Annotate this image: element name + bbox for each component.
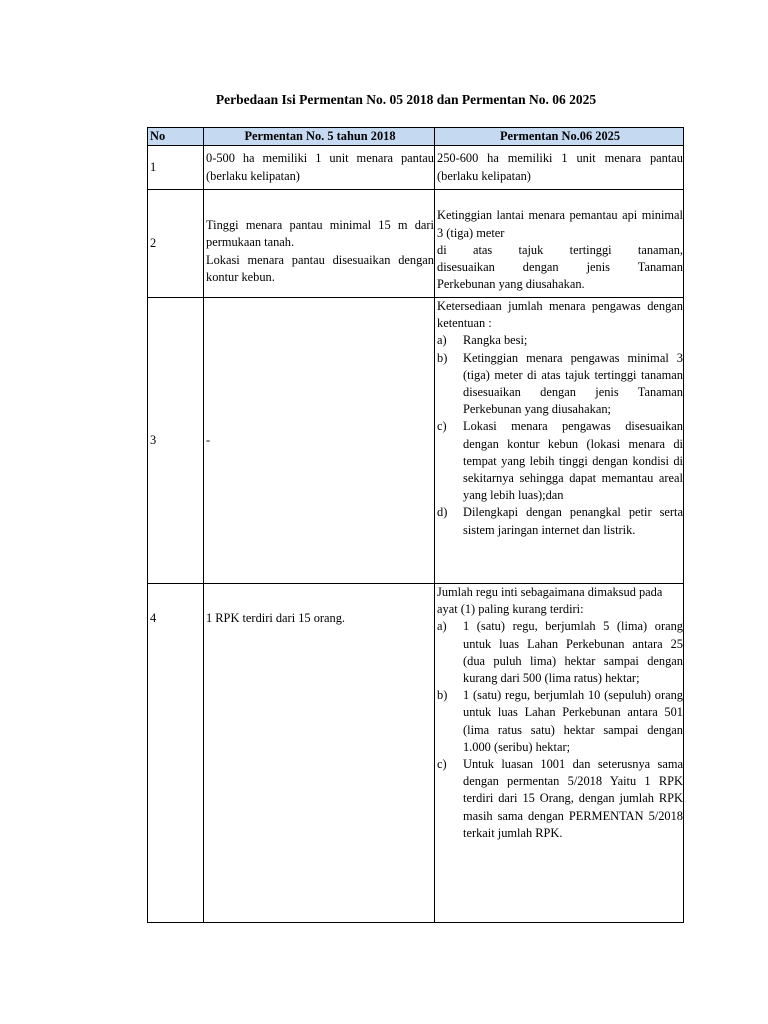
- list-text: Dilengkapi dengan penangkal petir serta sistem jaringan internet dan listrik.: [463, 505, 683, 537]
- cell-text: Tinggi menara pantau minimal 15 m dari permukaan tanah.: [206, 218, 434, 250]
- list-marker: c): [437, 419, 447, 434]
- list-item: [437, 332, 683, 349]
- header-permentan-2018: Permentan No. 5 tahun 2018: [204, 128, 435, 146]
- cell-text: Ketinggian lantai menara pemantau api minimal 3 (tiga) meter: [437, 208, 683, 240]
- cell-text: 250-600 ha memiliki 1 unit menara pantau (berlaku kelipatan): [437, 151, 683, 183]
- list-text: 1 (satu) regu, berjumlah 5 (lima) orang untuk luas Lahan Perkebunan antara 25 (dua puluh lima) hektar sampai dengan kurang dari 500 (lima ratus) hektar;: [463, 619, 683, 686]
- table-row: [148, 584, 684, 923]
- cell-text: Perkebunan yang diusahakan.: [437, 277, 585, 292]
- list-marker: d): [437, 505, 448, 520]
- list-marker: c): [437, 757, 447, 772]
- cell-2025: [435, 190, 684, 298]
- list-text: Rangka besi;: [463, 333, 528, 348]
- cell-intro: Jumlah regu inti sebagaimana dimaksud pada: [437, 585, 663, 599]
- requirement-list: [437, 618, 683, 842]
- list-item: [437, 687, 683, 756]
- requirement-list: [437, 332, 683, 538]
- list-item: [437, 756, 683, 842]
- row-number: 3: [148, 298, 204, 584]
- list-marker: a): [437, 333, 447, 348]
- cell-text: disesuaikan dengan jenis Tanaman: [437, 260, 683, 275]
- list-item: [437, 618, 683, 687]
- cell-intro: Ketersediaan jumlah menara pengawas dengan ketentuan :: [437, 299, 683, 331]
- cell-text: -: [206, 432, 211, 447]
- header-no: No: [148, 128, 204, 146]
- list-marker: b): [437, 688, 448, 703]
- list-text: Untuk luasan 1001 dan seterusnya sama dengan permentan 5/2018 Yaitu 1 RPK terdiri dari 15 Orang, dengan jumlah RPK masih sama dengan PERMENTAN 5/2018 terkait jumlah RPK.: [463, 757, 683, 840]
- cell-2018: [204, 146, 435, 190]
- table-row: [148, 298, 684, 584]
- cell-2018: [204, 584, 435, 923]
- row-number: 1: [148, 146, 204, 190]
- list-marker: a): [437, 619, 447, 634]
- cell-2018: [204, 190, 435, 298]
- cell-2018: [204, 298, 435, 584]
- table-row: [148, 190, 684, 298]
- cell-text: 1 RPK terdiri dari 15 orang.: [206, 611, 346, 625]
- cell-2025: [435, 146, 684, 190]
- cell-text: 0-500 ha memiliki 1 unit menara pantau (berlaku kelipatan): [206, 151, 434, 183]
- list-text: 1 (satu) regu, berjumlah 10 (sepuluh) orang untuk luas Lahan Perkebunan antara 501 (lima ratus satu) hektar sampai dengan 1.000 (seribu) hektar;: [463, 688, 683, 754]
- document-title: Perbedaan Isi Permentan No. 05 2018 dan Permentan No. 06 2025: [215, 92, 597, 107]
- list-item: [437, 350, 683, 419]
- list-text: Ketinggian menara pengawas minimal 3 (tiga) meter di atas tajuk tertinggi tanaman disesuaikan dengan jenis Tanaman Perkebunan yang diusahakan;: [463, 350, 683, 417]
- cell-text: Lokasi menara pantau disesuaikan dengan kontur kebun.: [206, 252, 434, 284]
- cell-2025: [435, 298, 684, 584]
- row-number: 2: [148, 190, 204, 298]
- cell-2025: [435, 584, 684, 923]
- row-number: 4: [148, 584, 204, 923]
- list-item: [437, 418, 683, 504]
- cell-intro: ayat (1) paling kurang terdiri:: [437, 602, 584, 617]
- list-text: Lokasi menara pengawas disesuaikan dengan kontur kebun (lokasi menara di tempat yang lebih tinggi dengan kondisi di sekitarnya sehingga dapat memantau areal yang lebih luas);dan: [463, 419, 683, 503]
- header-permentan-2025: Permentan No.06 2025: [435, 128, 684, 146]
- list-item: [437, 504, 683, 538]
- cell-text: di atas tajuk tertinggi tanaman,: [437, 242, 683, 257]
- comparison-table: [147, 127, 684, 923]
- table-row: [148, 146, 684, 190]
- table-header-row: [148, 128, 684, 146]
- list-marker: b): [437, 350, 448, 365]
